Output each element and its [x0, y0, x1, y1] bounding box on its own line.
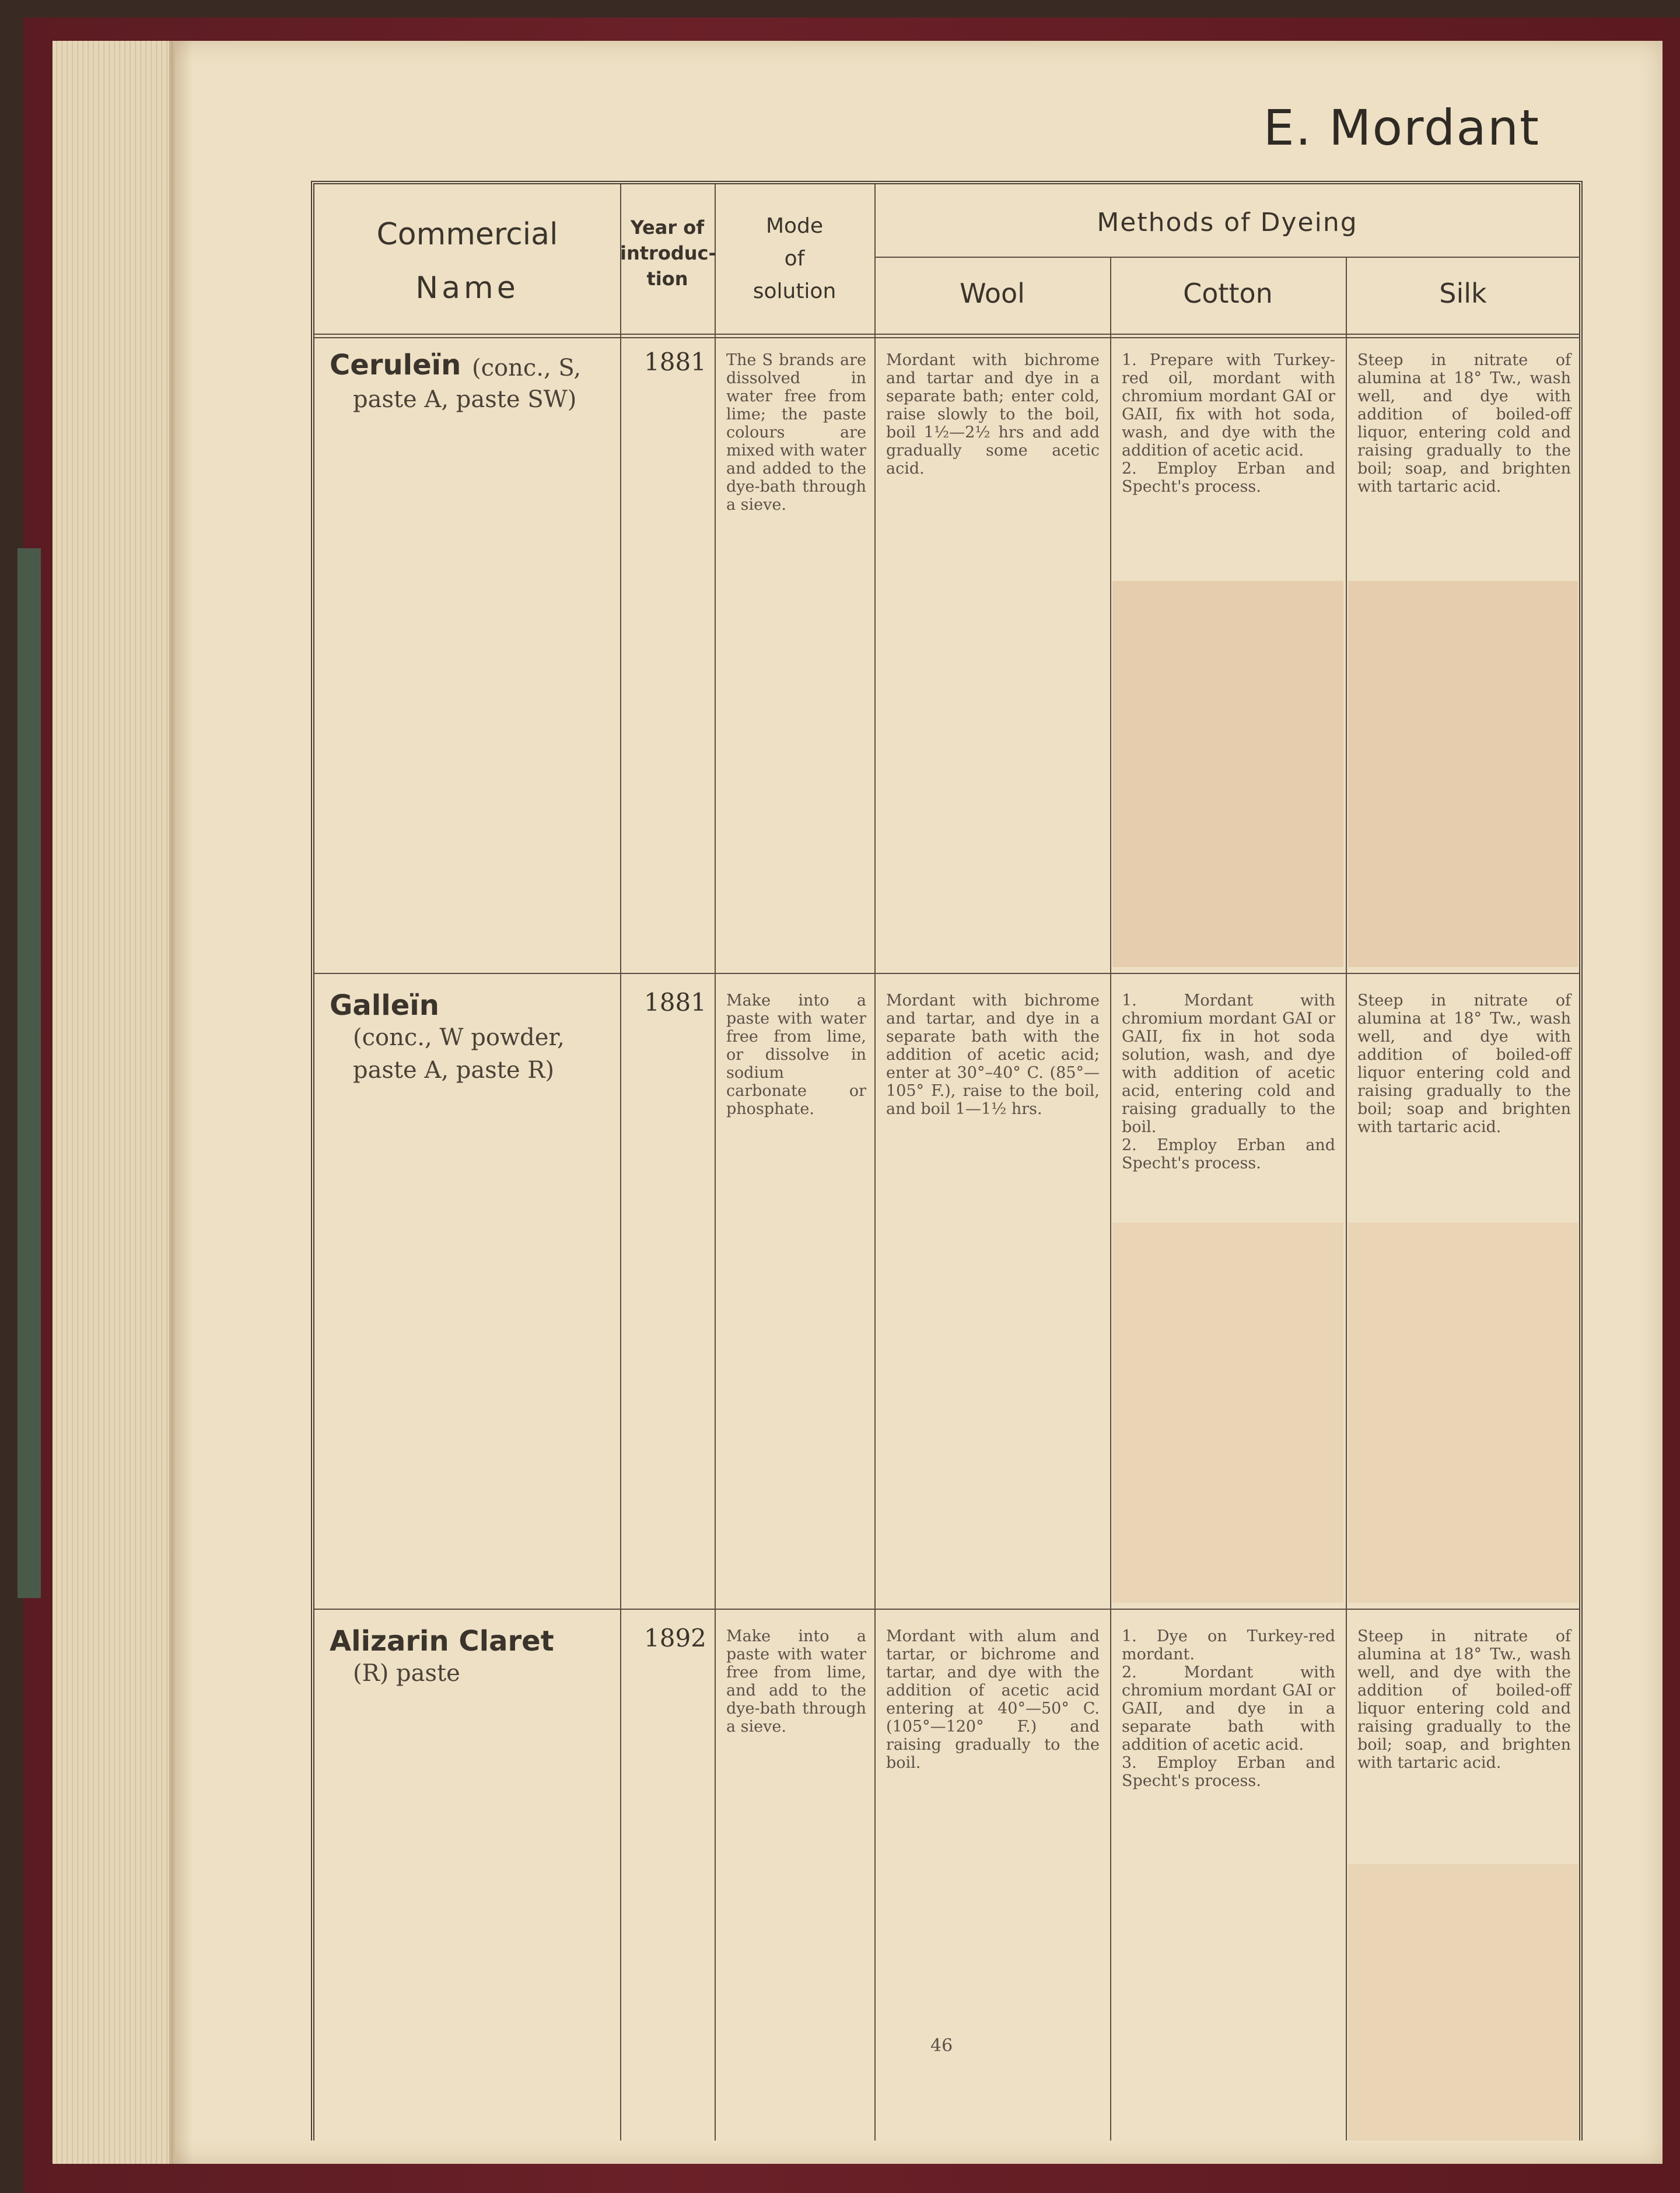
row-2-cotton-step-1: 1. Mordant with chromium mordant GAI or GAII, fix in hot soda solution, wash, and dye with addition of acetic acid, entering cold and raising gradually to the boil.	[1122, 992, 1335, 1136]
header-year	[620, 215, 715, 292]
col-divider-5	[1346, 257, 1347, 2141]
row-2-variant-1: (conc., W powder,	[353, 1024, 565, 1051]
row-3-silk: Steep in nitrate of alumina at 18° Tw., wash well, and dye with the addition of boiled-off liquor entering cold and raising gradually to the boil; soap, and brighten with tartaric acid.	[1357, 1627, 1571, 1772]
header-rule	[314, 334, 1580, 338]
row-1-cotton-step-2: 2. Employ Erban and Specht's process.	[1122, 460, 1335, 496]
row-3-name: Alizarin Claret	[330, 1625, 554, 1658]
swatch-claret-silk	[1348, 1864, 1578, 2141]
col-divider-3	[874, 184, 876, 2141]
header-commercial-name	[314, 208, 620, 315]
row-2-variant-2: paste A, paste R)	[353, 1057, 554, 1084]
swatch-cerulein-cotton	[1112, 581, 1343, 967]
cover-spine-strip	[18, 548, 41, 1598]
swatch-gallein-silk	[1348, 1222, 1578, 1603]
header-mode	[715, 210, 874, 308]
row-1-silk: Steep in nitrate of alumina at 18° Tw., wash well, and dye with addition of boiled-off liquor, entering cold and raising gradually to the boil; soap, and brighten with tartaric acid.	[1357, 351, 1571, 496]
dye-table	[311, 181, 1583, 2141]
page-edges	[52, 41, 175, 2164]
row-1-variant-2: paste A, paste SW)	[353, 386, 577, 413]
row-3-year: 1892	[644, 1624, 706, 1652]
header-cotton: Cotton	[1183, 278, 1273, 309]
header-year-line-2: introduc-	[620, 242, 716, 264]
row-1-year: 1881	[644, 348, 706, 376]
swatch-cerulein-silk	[1348, 581, 1578, 967]
header-silk: Silk	[1439, 278, 1487, 309]
row-1-mode: The S brands are dissolved in water free from lime; the paste colours are mixed with water and added to the dye-bath through a sieve.	[726, 351, 866, 514]
header-mode-line-1: Mode	[765, 214, 824, 238]
row-3-wool: Mordant with alum and tartar, or bichrome and tartar, and dye with the addition of acetic acid entering at 40°—50° C. (105°—120° F.) and raising gradually to the boil.	[886, 1627, 1100, 1772]
page-number: 46	[930, 2036, 953, 2056]
row-2-cotton	[1122, 992, 1335, 1172]
swatch-gallein-cotton	[1112, 1222, 1343, 1603]
col-divider-2	[715, 184, 716, 2141]
row-3-cotton-step-1: 1. Dye on Turkey-red mordant.	[1122, 1627, 1335, 1663]
row-divider-2	[314, 1609, 1580, 1610]
row-2-silk: Steep in nitrate of alumina at 18° Tw., wash well, and dye with addition of boiled-off liquor entering cold and raising gradually to the boil; soap and brighten with tartaric acid.	[1357, 992, 1571, 1136]
row-2-cotton-step-2: 2. Employ Erban and Specht's process.	[1122, 1136, 1335, 1172]
header-commercial: Commercial	[376, 217, 558, 252]
methods-underline	[874, 257, 1580, 258]
header-methods: Methods of Dyeing	[1097, 208, 1358, 237]
row-1-name: Ceruleïn	[330, 349, 461, 381]
header-wool: Wool	[960, 278, 1025, 309]
header-mode-line-3: solution	[752, 279, 836, 303]
row-2-year: 1881	[644, 988, 706, 1017]
col-divider-1	[620, 184, 621, 2141]
row-1-cotton	[1122, 351, 1335, 496]
section-title: E. Mordant	[1263, 99, 1540, 156]
header-name: Name	[415, 271, 519, 306]
row-3-cotton-step-3: 3. Employ Erban and Specht's process.	[1122, 1754, 1335, 1790]
row-1-wool: Mordant with bichrome and tartar and dye in a separate bath; enter cold, raise slowly to the boil, boil 1½—2½ hrs and add gradually some acetic acid.	[886, 351, 1100, 478]
row-1-cotton-step-1: 1. Prepare with Turkey-red oil, mordant with chromium mordant GAI or GAII, fix with hot soda, wash, and dye with the addition of acetic acid.	[1122, 351, 1335, 460]
row-3-variant-1: (R) paste	[353, 1660, 460, 1687]
row-3-cotton	[1122, 1627, 1335, 1790]
row-3-mode: Make into a paste with water free from lime, and add to the dye-bath through a sieve.	[726, 1627, 866, 1736]
gutter-shadow	[169, 41, 192, 2164]
header-mode-line-2: of	[784, 247, 805, 271]
row-2-mode: Make into a paste with water free from lime, or dissolve in sodium carbonate or phosphate.	[726, 992, 866, 1118]
row-1-variant-1: (conc., S,	[472, 355, 582, 381]
row-2-name: Galleïn	[330, 989, 439, 1022]
col-divider-4	[1110, 257, 1111, 2141]
header-year-line-1: Year of	[630, 216, 705, 239]
header-year-line-3: tion	[646, 268, 688, 290]
row-2-wool: Mordant with bichrome and tartar, and dye in a separate bath with the addition of acetic acid; enter at 30°–40° C. (85°—105° F.), raise to the boil, and boil 1—1½ hrs.	[886, 992, 1100, 1118]
row-divider-1	[314, 973, 1580, 974]
row-3-cotton-step-2: 2. Mordant with chromium mordant GAI or GAII, and dye in a separate bath with addition of acetic acid.	[1122, 1663, 1335, 1754]
